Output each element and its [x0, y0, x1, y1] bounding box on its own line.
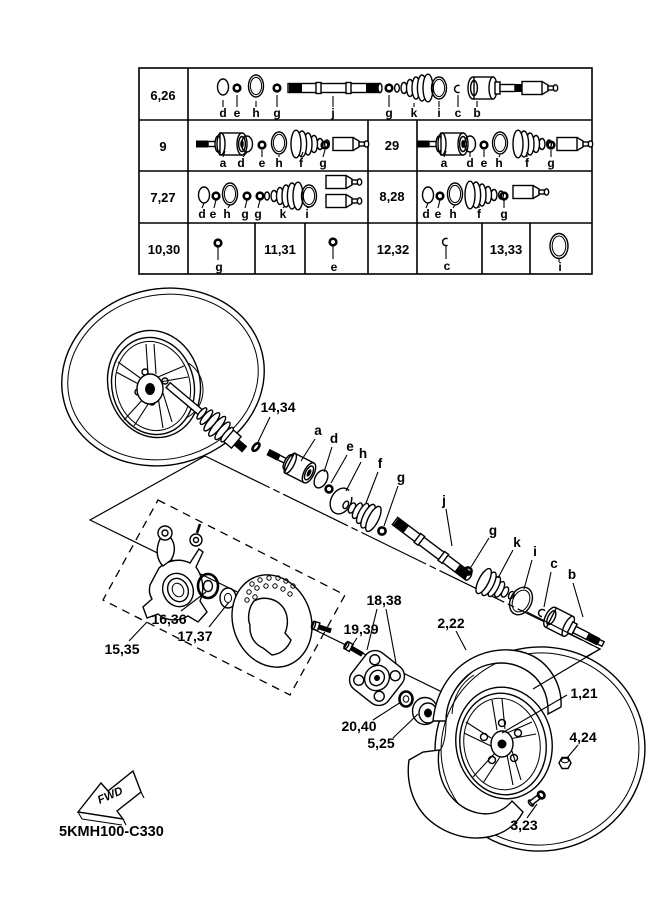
callout-14-34: 14,34: [260, 399, 296, 415]
svg-text:d: d: [422, 207, 430, 221]
svg-text:e: e: [258, 156, 266, 170]
drawing-code: 5KMH100-C330: [59, 824, 164, 840]
callout-15-35: 15,35: [104, 641, 140, 657]
svg-text:g: g: [215, 260, 223, 274]
svg-text:h: h: [495, 156, 503, 170]
svg-text:c: c: [550, 556, 558, 571]
ring-i: [505, 583, 537, 618]
svg-text:i: i: [437, 106, 441, 120]
table-ref-8-28: 8,28: [379, 189, 405, 204]
axle-shaft-j: [392, 517, 474, 582]
table-row4-letters: [215, 259, 561, 274]
svg-text:b: b: [473, 106, 481, 120]
steering-knuckle: [143, 524, 207, 622]
callout-5-25: 5,25: [367, 735, 395, 751]
table-row3-left-parts: [199, 176, 362, 210]
svg-text:c: c: [443, 259, 451, 273]
svg-text:g: g: [396, 470, 406, 485]
hub-washer: [400, 692, 413, 707]
svg-text:i: i: [533, 544, 537, 559]
callout-4-24: 4,24: [569, 729, 597, 745]
callout-17-37: 17,37: [177, 628, 213, 644]
front-wheel-assembled: [43, 267, 284, 487]
callout-20-40: 20,40: [341, 718, 377, 734]
table-row3-right-letters: [422, 207, 507, 221]
svg-text:g: g: [488, 523, 498, 538]
svg-text:g: g: [385, 106, 393, 120]
svg-text:f: f: [525, 156, 529, 170]
svg-text:j: j: [442, 493, 446, 508]
svg-text:c: c: [454, 106, 462, 120]
svg-text:h: h: [358, 446, 368, 461]
svg-text:a: a: [219, 156, 227, 170]
table-ref-11-31: 11,31: [264, 242, 296, 257]
svg-text:e: e: [434, 207, 442, 221]
table-row2-left-parts: [196, 130, 369, 158]
svg-text:g: g: [500, 207, 508, 221]
exploded-view: [43, 267, 658, 865]
clip-c: [537, 608, 545, 617]
svg-text:g: g: [273, 106, 281, 120]
table-row2-left-letters: [220, 156, 327, 170]
table-row1-letters: [219, 106, 480, 120]
ring-g1: [378, 527, 385, 534]
svg-text:d: d: [466, 156, 474, 170]
table-row3-right-parts: [423, 181, 549, 209]
svg-text:g: g: [319, 156, 327, 170]
table-gridlines: [139, 68, 592, 274]
parts-table: [139, 68, 593, 274]
table-row2-right-parts: [417, 130, 593, 158]
fwd-arrow: [78, 771, 144, 825]
svg-text:g: g: [254, 207, 262, 221]
table-ref-7-27: 7,27: [150, 190, 176, 205]
fwd-label: FWD: [96, 785, 125, 807]
table-ref-12-32: 12,32: [376, 242, 410, 257]
axle-circlip-part: [251, 442, 261, 452]
svg-text:h: h: [275, 156, 283, 170]
svg-text:f: f: [377, 456, 383, 471]
svg-text:h: h: [223, 207, 231, 221]
svg-text:g: g: [547, 156, 555, 170]
svg-text:k: k: [279, 207, 287, 221]
svg-text:d: d: [237, 156, 245, 170]
svg-text:j: j: [331, 106, 335, 120]
table-ref-13-33: 13,33: [489, 242, 523, 257]
svg-text:b: b: [567, 567, 577, 582]
callout-2-22: 2,22: [437, 615, 465, 631]
svg-text:i: i: [558, 260, 562, 274]
table-row1-parts: [218, 74, 558, 107]
svg-text:d: d: [219, 106, 227, 120]
svg-text:e: e: [330, 260, 338, 274]
wheel-nut: [559, 758, 571, 769]
svg-text:f: f: [299, 156, 303, 170]
svg-text:e: e: [233, 106, 241, 120]
svg-text:e: e: [346, 439, 354, 454]
table-ref-29: 29: [384, 138, 400, 153]
svg-text:d: d: [198, 207, 206, 221]
svg-text:f: f: [477, 207, 481, 221]
outer-cv-joint-b: [541, 605, 608, 654]
svg-text:g: g: [241, 207, 249, 221]
svg-text:k: k: [513, 535, 521, 550]
table-ref-6-26: 6,26: [150, 88, 176, 103]
svg-text:a: a: [440, 156, 448, 170]
svg-text:h: h: [252, 106, 260, 120]
table-ref-9: 9: [159, 139, 167, 154]
svg-text:d: d: [329, 431, 339, 446]
callout-1-21: 1,21: [570, 685, 598, 701]
inner-cv-joint-a: [263, 442, 318, 485]
svg-text:k: k: [410, 106, 418, 120]
svg-text:i: i: [305, 207, 309, 221]
table-ref-10-30: 10,30: [147, 242, 181, 257]
svg-text:h: h: [449, 207, 457, 221]
clip-e: [326, 486, 333, 493]
callout-19-39: 19,39: [343, 621, 379, 637]
callout-18-38: 18,38: [366, 592, 402, 608]
exploded-letter-leaders: [301, 439, 583, 617]
svg-text:e: e: [209, 207, 217, 221]
svg-text:e: e: [480, 156, 488, 170]
svg-text:a: a: [314, 423, 322, 438]
table-row2-right-letters: [441, 156, 555, 170]
callout-16-36: 16,36: [151, 611, 187, 627]
callout-3-23: 3,23: [510, 817, 538, 833]
